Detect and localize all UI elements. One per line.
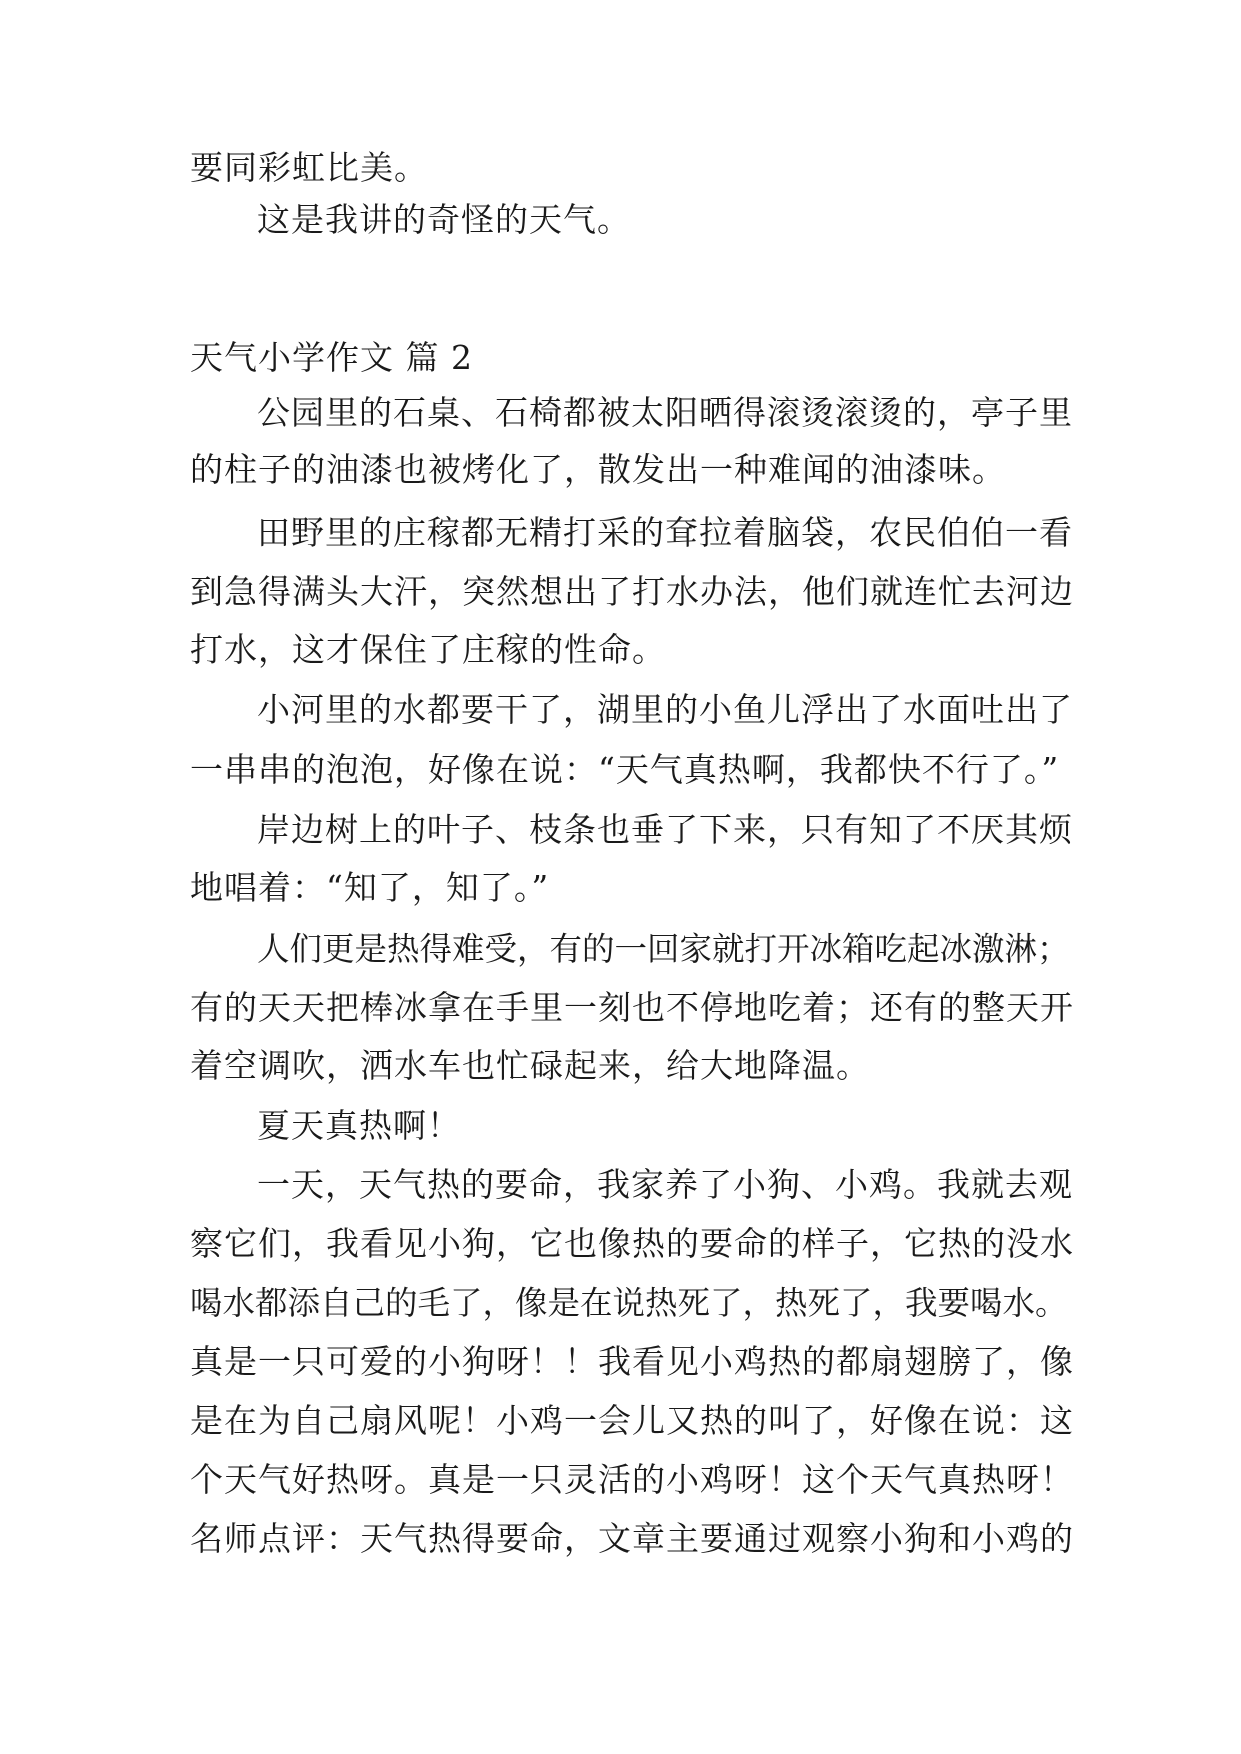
paragraph-line: 要同彩虹比美。 (190, 148, 428, 187)
paragraph-line: 有的天天把棒冰拿在手里一刻也不停地吃着；还有的整天开 (190, 988, 1074, 1027)
paragraph-line: 名师点评：天气热得要命，文章主要通过观察小狗和小鸡的 (190, 1519, 1074, 1558)
paragraph-line: 夏天真热啊！ (257, 1106, 461, 1145)
paragraph-line: 人们更是热得难受，有的一回家就打开冰箱吃起冰激淋； (257, 930, 1070, 968)
paragraph-line: 一串串的泡泡，好像在说：“天气真热啊，我都快不行了。” (190, 750, 1060, 789)
paragraph-line: 的柱子的油漆也被烤化了，散发出一种难闻的油漆味。 (190, 450, 1006, 489)
paragraph-line: 地唱着：“知了，知了。” (190, 868, 550, 907)
paragraph-line: 小河里的水都要干了，湖里的小鱼儿浮出了水面吐出了 (257, 690, 1073, 729)
paragraph-line: 公园里的石桌、石椅都被太阳晒得滚烫滚烫的，亭子里 (257, 393, 1073, 432)
paragraph-line: 着空调吹，洒水车也忙碌起来，给大地降温。 (190, 1046, 870, 1085)
paragraph-line: 真是一只可爱的小狗呀！！我看见小鸡热的都扇翅膀了，像 (190, 1342, 1074, 1381)
paragraph-line: 到急得满头大汗，突然想出了打水办法，他们就连忙去河边 (190, 572, 1074, 611)
paragraph-line: 这是我讲的奇怪的天气。 (257, 200, 631, 239)
paragraph-line: 田野里的庄稼都无精打采的耷拉着脑袋，农民伯伯一看 (257, 513, 1073, 552)
paragraph-line: 打水，这才保住了庄稼的性命。 (190, 630, 666, 669)
paragraph-line: 岸边树上的叶子、枝条也垂了下来，只有知了不厌其烦 (257, 810, 1073, 849)
paragraph-line: 一天，天气热的要命，我家养了小狗、小鸡。我就去观 (257, 1165, 1073, 1204)
paragraph-line: 个天气好热呀。真是一只灵活的小鸡呀！这个天气真热呀！ (190, 1460, 1074, 1499)
paragraph-line: 是在为自己扇风呢！小鸡一会儿又热的叫了，好像在说：这 (190, 1401, 1074, 1440)
paragraph-line: 察它们，我看见小狗，它也像热的要命的样子，它热的没水 (190, 1224, 1074, 1263)
paragraph-line: 喝水都添自己的毛了，像是在说热死了，热死了，我要喝水。 (190, 1284, 1068, 1322)
section-heading: 天气小学作文 篇 2 (190, 338, 473, 377)
